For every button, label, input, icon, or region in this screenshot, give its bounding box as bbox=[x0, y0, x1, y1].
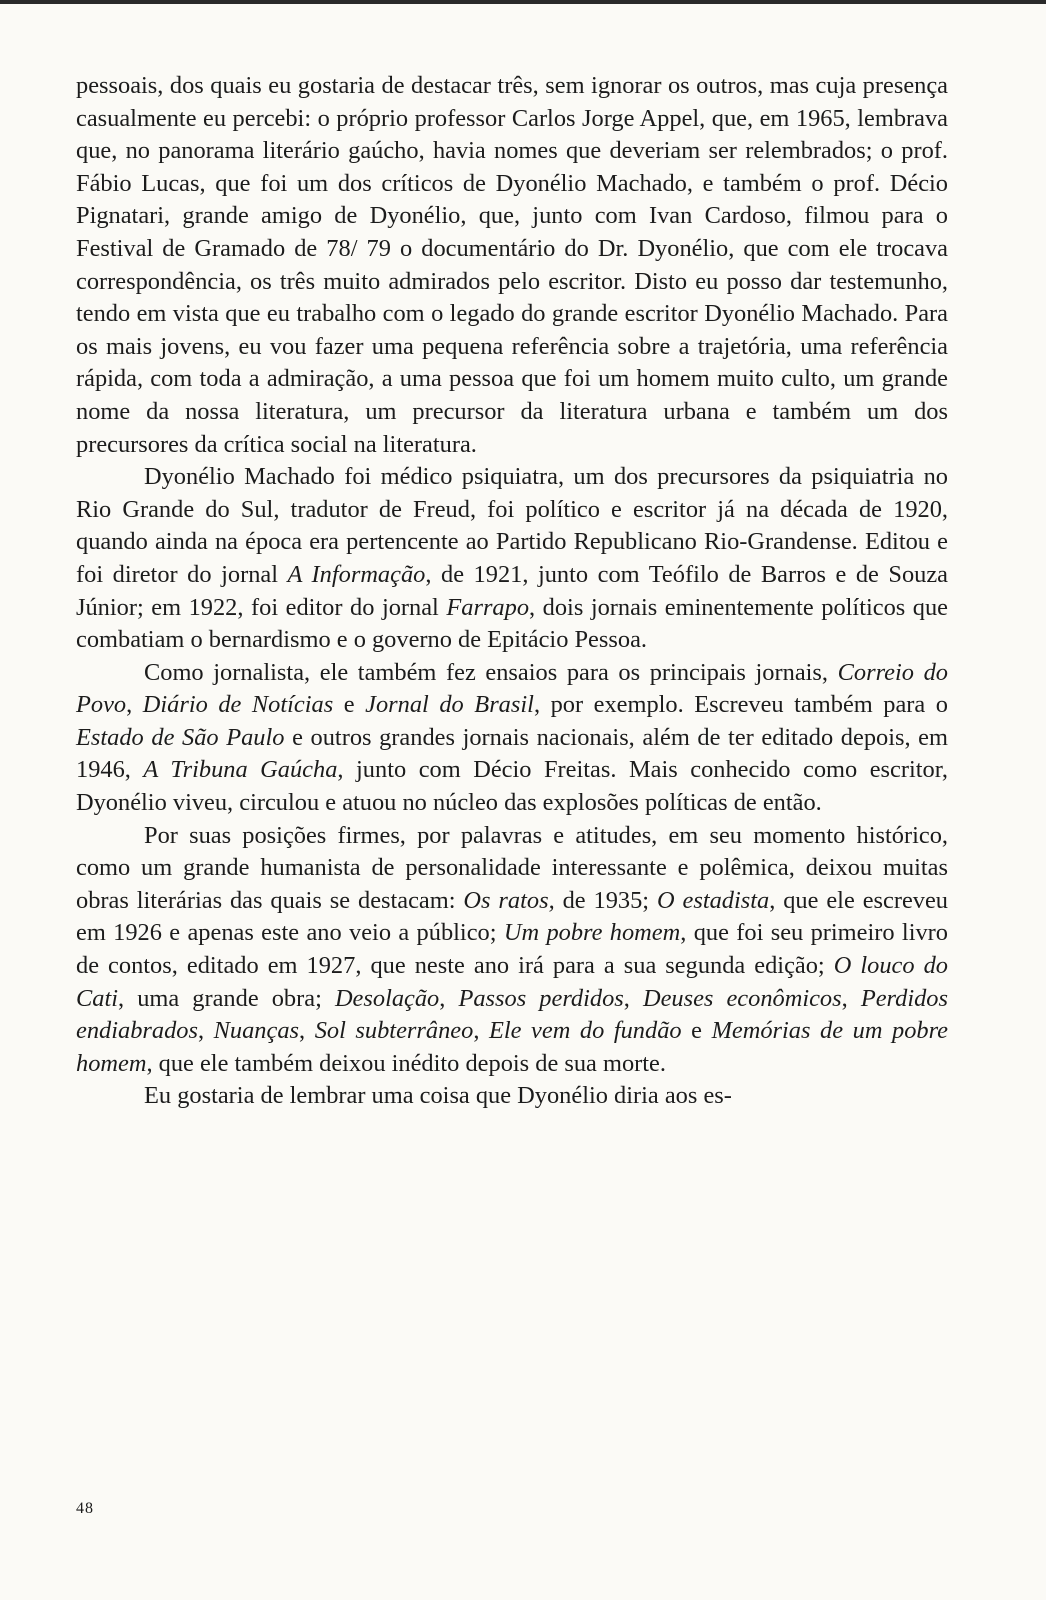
italic-title-text: O estadista bbox=[656, 886, 770, 914]
italic-title-text: Sol subterrâneo bbox=[314, 1017, 474, 1045]
paragraph-text: , junto com Décio Freitas. Mais conhecido como escritor, Dyonélio viveu, circulou e atuou no núcleo das explosões políticas de então. bbox=[76, 756, 948, 817]
page-number: 48 bbox=[76, 1500, 94, 1517]
italic-title-text: O louco do Cati bbox=[76, 952, 949, 1012]
paragraph-text: , bbox=[623, 984, 643, 1012]
paragraph-text: , bbox=[126, 691, 143, 719]
italic-title-text: Correio do Povo bbox=[76, 658, 948, 719]
italic-title-text: A Informação bbox=[287, 560, 426, 588]
paragraph-text: , bbox=[299, 1017, 315, 1045]
paragraph-text: e bbox=[681, 1017, 712, 1045]
paragraph-text: , bbox=[473, 1017, 489, 1045]
paragraph-text: , de 1921, junto com Teófilo de Barros e de Souza Júnior; em 1922, foi editor do jornal bbox=[76, 560, 948, 621]
paragraph-text: , que ele também deixou inédito depois de sua morte. bbox=[146, 1049, 666, 1077]
paragraph-text: Dyonélio Machado foi médico psiquiatra, um dos precursores da psiquiatria no Rio Grande do Sul, tradutor de Freud, foi político e escritor já na década de 1920, quando ainda na época era pertencente ao Partido Republicano Rio-Grandense. Editou e foi diretor do jornal bbox=[76, 463, 948, 588]
paragraph-text: e bbox=[333, 691, 366, 719]
paragraph-text: Eu gostaria de lembrar uma coisa que Dyonélio diria aos es- bbox=[144, 1082, 732, 1110]
italic-title-text: Os ratos, bbox=[463, 886, 555, 914]
paragraph-text: , bbox=[439, 984, 459, 1012]
paragraph-text: , que foi seu primeiro livro de contos, editado em 1927, que neste ano irá para a sua segunda edição; bbox=[76, 919, 948, 980]
paragraph-5 bbox=[76, 1080, 948, 1113]
italic-title-text: Desolação bbox=[334, 984, 440, 1012]
paragraph-text: , bbox=[197, 1017, 214, 1045]
paragraph-text: , uma grande obra; bbox=[118, 984, 335, 1012]
italic-title-text: Passos perdidos bbox=[458, 984, 624, 1012]
paragraph-text: , por exemplo. Escreveu também para o bbox=[533, 691, 948, 719]
body-text bbox=[76, 70, 948, 1113]
italic-title-text: Farrapo bbox=[446, 593, 530, 621]
italic-title-text: Memórias de um pobre homem bbox=[76, 1017, 948, 1077]
paragraph-text: e outros grandes jornais nacionais, além de ter editado depois, em 1946, bbox=[76, 723, 948, 784]
paragraph-text: , dois jornais eminentemente políticos que combatiam o bernardismo e o governo de Epitácio Pessoa. bbox=[76, 593, 948, 654]
page-top-edge bbox=[0, 0, 1046, 4]
paragraph-text: de 1935; bbox=[554, 886, 657, 914]
paragraph-1 bbox=[76, 70, 948, 461]
italic-title-text: Ele vem do fundão bbox=[488, 1017, 682, 1045]
paragraph-text: , que ele escreveu em 1926 e apenas este ano veio a público; bbox=[76, 886, 949, 947]
paragraph-3 bbox=[76, 657, 948, 820]
italic-title-text: A Tribuna Gaúcha bbox=[143, 756, 338, 784]
paragraph-2 bbox=[76, 461, 948, 657]
italic-title-text: Nuanças bbox=[213, 1017, 300, 1045]
italic-title-text: Diário de Notícias bbox=[142, 691, 334, 719]
italic-title-text: Um pobre homem bbox=[503, 919, 681, 947]
italic-title-text: Estado de São Paulo bbox=[76, 723, 285, 751]
paragraph-4 bbox=[76, 820, 948, 1081]
italic-title-text: Perdidos endiabrados bbox=[76, 984, 948, 1045]
paragraph-text: , bbox=[841, 984, 861, 1012]
paragraph-text: Por suas posições firmes, por palavras e atitudes, em seu momento histórico, como um grande humanista de personalidade interessante e polêmica, deixou muitas obras literárias das quais se destacam: bbox=[76, 821, 948, 914]
italic-title-text: Deuses econômicos bbox=[642, 984, 842, 1012]
paragraph-text: Como jornalista, ele também fez ensaios para os principais jornais, bbox=[144, 658, 838, 686]
paragraph-text: pessoais, dos quais eu gostaria de destacar três, sem ignorar os outros, mas cuja presença casualmente eu percebi: o próprio professor Carlos Jorge Appel, que, em 1965, lembrava que, no panorama literário gaúcho, havia nomes que deveriam ser relembrados; o prof. Fábio Lucas, que foi um dos críticos de Dyonélio Machado, e também o prof. Décio Pignatari, grande amigo de Dyonélio, que, junto com Ivan Cardoso, filmou para o Festival de Gramado de 78/ 79 o documentário do Dr. Dyonélio, que com ele trocava correspondência, os três muito admirados pelo escritor. Disto eu posso dar testemunho, tendo em vista que eu trabalho com o legado do grande escritor Dyonélio Machado. Para os mais jovens, eu vou fazer uma pequena referência sobre a trajetória, uma referência rápida, com toda a admiração, a uma pessoa que foi um homem muito culto, um grande nome da nossa literatura, um precursor da literatura urbana e também um dos precursores da crítica social na literatura. bbox=[76, 72, 948, 458]
italic-title-text: Jornal do Brasil bbox=[365, 691, 534, 719]
